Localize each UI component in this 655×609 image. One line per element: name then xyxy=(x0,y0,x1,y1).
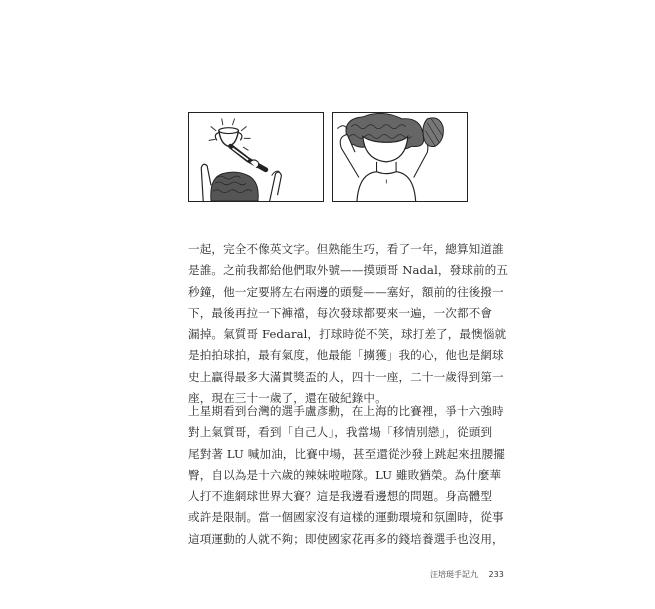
page-footer xyxy=(430,569,504,580)
text-line: 下，最後再拉一下褲襠，每次發球都要來一遍，一次都不會 xyxy=(188,305,493,320)
text-line: 史上贏得最多大滿貫獎盃的人，四十一座，二十一歲得到第一 xyxy=(188,369,504,384)
text-line: 是誰。之前我都給他們取外號——摸頭哥 Nadal，發球前的五 xyxy=(188,263,509,278)
illustration-trophy-panel xyxy=(188,112,324,202)
text-line: 是拍拍球拍，最有氣度，他最能「擄獲」我的心，他也是網球 xyxy=(188,348,504,363)
text-line: 人打不進網球世界大賽？這是我邊看邊想的問題。身高體型 xyxy=(188,489,493,504)
text-line: 這項運動的人就不夠；即使國家花再多的錢培養選手也沒用， xyxy=(188,531,504,546)
body-paragraph-2 xyxy=(188,401,505,550)
text-line: 一起，完全不像英文字。但熟能生巧，看了一年，總算知道誰 xyxy=(188,242,504,256)
page-number: 233 xyxy=(488,570,504,579)
text-line: 座，現在三十一歲了，還在破紀錄中。 xyxy=(188,391,387,406)
arms-raised-illustration xyxy=(333,113,467,201)
text-line: 秒鐘，他一定要將左右兩邊的頭髮——塞好，額前的往後撥一 xyxy=(188,284,504,299)
text-line: 上星期看到台灣的選手盧彥勳，在上海的比賽裡，爭十六強時 xyxy=(188,404,504,418)
text-line: 臀，自以為是十六歲的辣妹啦啦隊。LU 雖敗猶榮。為什麼華 xyxy=(188,467,502,482)
illustration-arms-raised-panel xyxy=(332,112,468,202)
body-paragraph-1 xyxy=(188,239,509,409)
text-line: 尾對著 LU 喊加油，比賽中場，甚至還從沙發上跳起來扭腰擺 xyxy=(188,446,505,461)
text-line: 漏掉。氣質哥 Fedaral，打球時從不笑，球打差了，最懊惱就 xyxy=(188,327,507,342)
trophy-kiss-illustration xyxy=(189,113,323,201)
text-line: 或許是限制。當一個國家沒有這樣的運動環境和氛圍時，從事 xyxy=(188,510,504,525)
running-title: 汪培珽手記九 xyxy=(430,570,478,579)
text-line: 對上氣質哥，看到「自己人」，我當場「移情別戀」，從頭到 xyxy=(188,425,493,440)
